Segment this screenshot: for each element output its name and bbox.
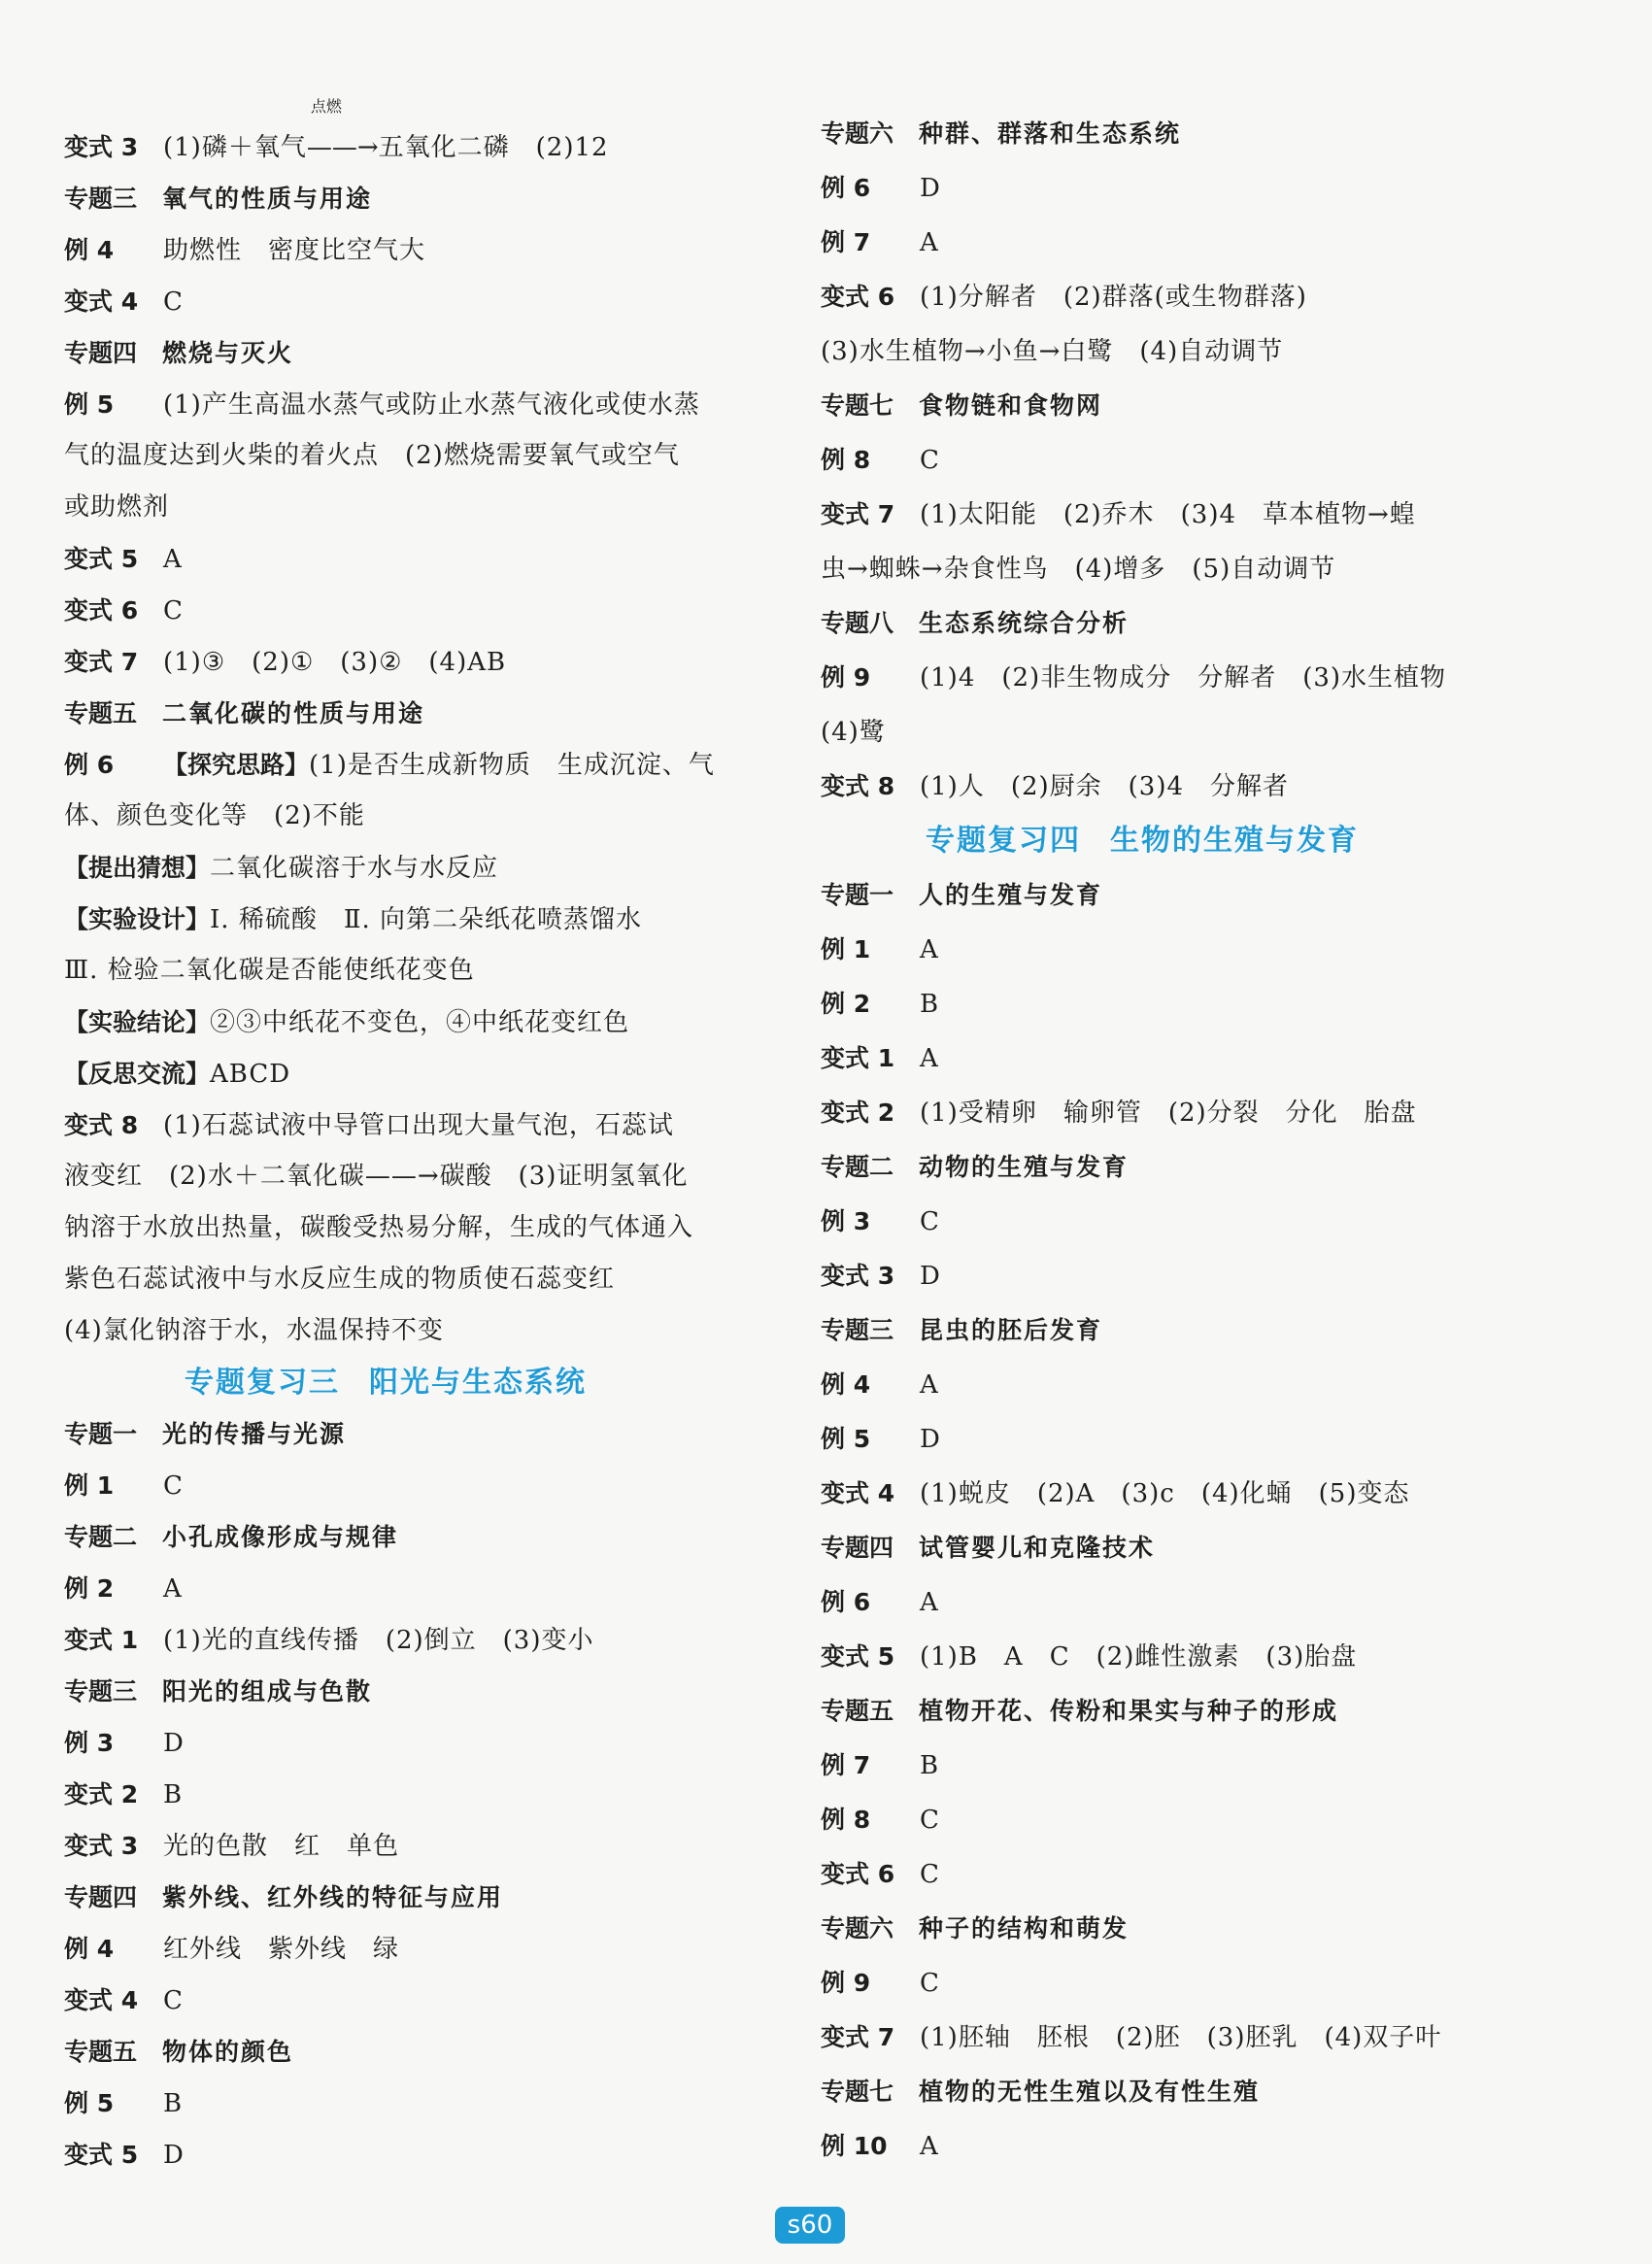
topic-heading: 专题四 燃烧与灭火 [64,339,294,367]
answer-line: 例 9 C [821,1969,940,1998]
answer-line: 例 7 B [821,1751,940,1780]
answer-line: 例 6 【探究思路】(1)是否生成新物质 生成沉淀、气 [64,751,715,780]
reaction-arrow: 点燃 ——→ [306,97,379,162]
answer-line: 变式 1 A [821,1044,939,1073]
answer-line: 变式 4 (1)蜕皮 (2)A (3)c (4)化蛹 (5)变态 [821,1479,1410,1508]
answer-line: (4)鹭 [821,718,886,747]
topic-heading: 专题八 生态系统综合分析 [821,609,1129,637]
answer-line: 变式 7 (1)③ (2)① (3)② (4)AB [64,648,507,677]
topic-heading: 专题一 人的生殖与发育 [821,881,1103,909]
answer-line: 例 10 A [821,2132,939,2161]
answer-line: Ⅲ. 检验二氧化碳是否能使纸花变色 [64,956,475,985]
answer-line: 变式 3 光的色散 红 单色 [64,1832,400,1861]
answer-line: 例 1 A [821,935,939,964]
answer-line: 变式 6 (1)分解者 (2)群落(或生物群落) [821,283,1307,312]
answer-line: 液变红 (2)水＋二氧化碳——→碳酸 (3)证明氢氧化 [64,1162,689,1191]
answer-line: 变式 7 (1)太阳能 (2)乔木 (3)4 草本植物→蝗 [821,500,1416,529]
topic-heading: 专题三 阳光的组成与色散 [64,1677,373,1706]
answer-line: (4)氯化钠溶于水，水温保持不变 [64,1316,444,1345]
answer-line: 变式 4 C [64,287,184,317]
topic-heading: 专题二 小孔成像形成与规律 [64,1523,399,1551]
topic-heading: 专题二 动物的生殖与发育 [821,1153,1129,1181]
answer-line: 变式 5 (1)B A C (2)雌性激素 (3)胎盘 [821,1642,1358,1672]
answer-line: 变式 8 (1)人 (2)厨余 (3)4 分解者 [821,772,1290,801]
answer-line: 变式 4 C [64,1986,184,2015]
answer-line: 或助燃剂 [64,492,170,522]
answer-line: 例 4 红外线 紫外线 绿 [64,1935,400,1964]
topic-heading: 专题六 种群、群落和生态系统 [821,119,1182,148]
answer-line: 【提出猜想】二氧化碳溶于水与水反应 [64,854,499,883]
topic-heading: 专题七 植物的无性生殖以及有性生殖 [821,2078,1261,2106]
section-heading: 专题复习三 阳光与生态系统 [185,1366,587,1400]
answer-line: 气的温度达到火柴的着火点 (2)燃烧需要氧气或空气 [64,441,680,470]
answer-line: 例 4 A [821,1370,939,1400]
page-number-badge: s60 [775,2207,845,2244]
answer-line: 例 5 D [821,1425,941,1454]
topic-heading: 专题七 食物链和食物网 [821,391,1103,420]
answer-line: 例 5 (1)产生高温水蒸气或防止水蒸气液化或使水蒸 [64,390,700,420]
answer-line: 例 8 C [821,446,940,475]
answer-line: 变式 3 D [821,1262,941,1291]
answer-line: 【实验设计】Ⅰ. 稀硫酸 Ⅱ. 向第二朵纸花喷蒸馏水 [64,905,643,934]
answer-line: 变式 2 B [64,1780,184,1809]
answer-line: 例 9 (1)4 (2)非生物成分 分解者 (3)水生植物 [821,663,1447,693]
answer-line: 例 2 B [821,990,940,1019]
topic-heading: 专题三 氧气的性质与用途 [64,185,373,213]
answer-line: (3)水生植物→小鱼→白鹭 (4)自动调节 [821,337,1284,366]
answer-line: 变式 7 (1)胚轴 胚根 (2)胚 (3)胚乳 (4)双子叶 [821,2023,1442,2052]
answer-line: 例 1 C [64,1471,184,1501]
answer-line: 变式 5 A [64,545,183,574]
topic-heading: 专题三 昆虫的胚后发育 [821,1316,1103,1344]
answer-line: 虫→蜘蛛→杂食性鸟 (4)增多 (5)自动调节 [821,555,1336,584]
answer-line: 【反思交流】ABCD [64,1060,291,1089]
answer-line: 例 6 D [821,174,941,203]
answer-line: 体、颜色变化等 (2)不能 [64,801,365,830]
answer-line: 例 8 C [821,1806,940,1835]
right-column [821,107,1500,2174]
topic-heading: 专题五 植物开花、传粉和果实与种子的形成 [821,1697,1339,1725]
topic-heading: 专题四 紫外线、红外线的特征与应用 [64,1883,504,1911]
answer-line: 变式 5 D [64,2141,185,2170]
answer-line: 变式 6 C [821,1860,940,1889]
answer-line: 钠溶于水放出热量，碳酸受热易分解，生成的气体通入 [64,1213,694,1242]
answer-line: 变式 8 (1)石蕊试液中导管口出现大量气泡，石蕊试 [64,1111,674,1140]
topic-heading: 专题六 种子的结构和萌发 [821,1914,1129,1943]
answer-line: 例 3 C [821,1207,940,1236]
answer-line: 变式 3 (1)磷＋氧气 点燃 ——→五氧化二磷 (2)12 [64,121,744,173]
left-column [64,97,744,2180]
answer-line: 例 7 A [821,228,939,257]
answer-line: 例 4 助燃性 密度比空气大 [64,236,426,265]
answer-line: 【实验结论】②③中纸花不变色，④中纸花变红色 [64,1008,630,1037]
answer-line: 例 5 B [64,2089,184,2118]
answer-line: 变式 1 (1)光的直线传播 (2)倒立 (3)变小 [64,1626,594,1655]
answer-label: 变式 3 [64,133,139,161]
answer-line: 例 3 D [64,1729,185,1758]
topic-heading: 专题一 光的传播与光源 [64,1420,347,1448]
answer-line: 例 2 A [64,1574,183,1604]
topic-heading: 专题四 试管婴儿和克隆技术 [821,1534,1156,1562]
section-heading: 专题复习四 生物的生殖与发育 [926,824,1359,858]
answer-line: 紫色石蕊试液中与水反应生成的物质使石蕊变红 [64,1265,616,1294]
topic-heading: 专题五 物体的颜色 [64,2038,294,2066]
answer-line: 变式 2 (1)受精卵 输卵管 (2)分裂 分化 胎盘 [821,1098,1417,1128]
answer-line: 变式 6 C [64,596,184,625]
answer-line: 例 6 A [821,1588,939,1617]
topic-heading: 专题五 二氧化碳的性质与用途 [64,699,425,727]
